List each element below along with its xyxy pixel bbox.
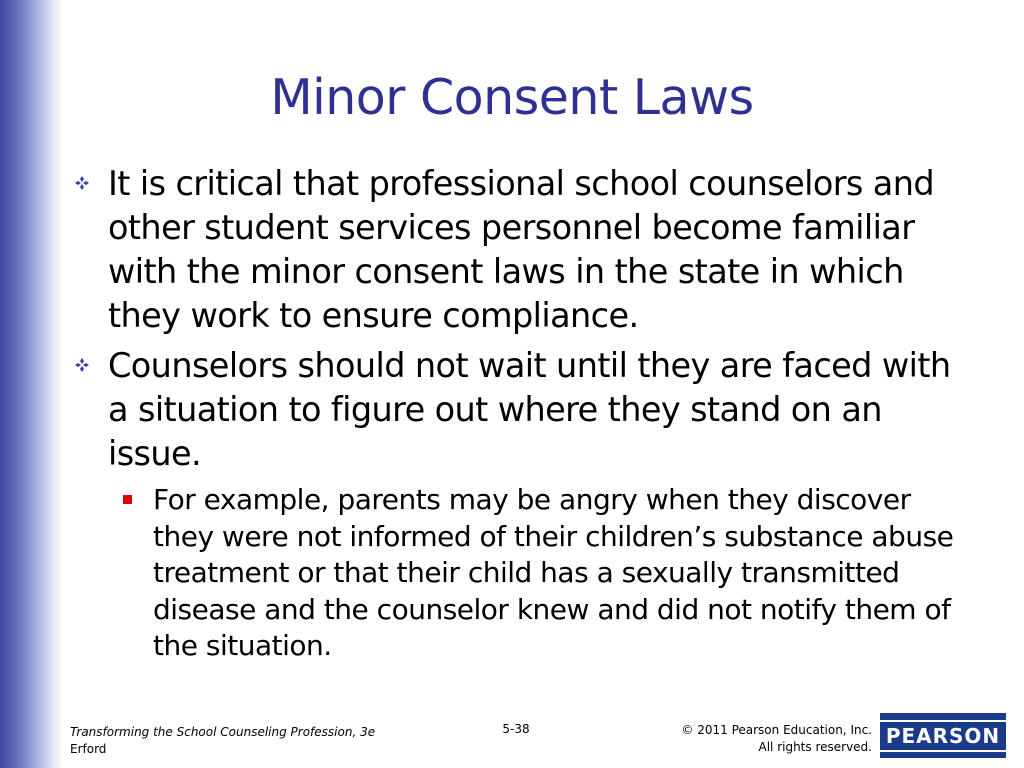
book-author: Erford bbox=[70, 742, 107, 756]
logo-text: PEARSON bbox=[874, 720, 1012, 752]
slide-title: Minor Consent Laws bbox=[270, 69, 754, 126]
bullet-item bbox=[72, 344, 972, 476]
bullet-list bbox=[72, 162, 972, 665]
copyright-notice bbox=[681, 722, 872, 756]
page-number: 5-38 bbox=[502, 722, 530, 736]
pearson-logo bbox=[880, 713, 1006, 758]
footer-book-info bbox=[70, 724, 375, 758]
rights-line: All rights reserved. bbox=[758, 740, 872, 754]
bullet-text: Counselors should not wait until they are faced with a situation to figure out where they stand on an issue. bbox=[108, 346, 951, 473]
diamond-cluster-icon bbox=[74, 357, 90, 373]
book-title: Transforming the School Counseling Profession, 3e bbox=[70, 725, 376, 739]
bullet-text: It is critical that professional school counselors and other student services personnel become familiar with the minor consent laws in the state in which they work to ensure compliance. bbox=[108, 164, 935, 335]
diamond-cluster-icon bbox=[74, 175, 90, 191]
sub-bullet-text: For example, parents may be angry when they discover they were not informed of their children’s substance abuse treatment or that their child has a sexually transmitted disease and the counselor knew and did not notify them of the situation. bbox=[153, 483, 954, 662]
square-bullet-icon bbox=[123, 495, 132, 504]
bullet-item bbox=[72, 162, 972, 338]
copyright-line: © 2011 Pearson Education, Inc. bbox=[681, 723, 872, 737]
sub-bullet-item bbox=[72, 482, 972, 665]
